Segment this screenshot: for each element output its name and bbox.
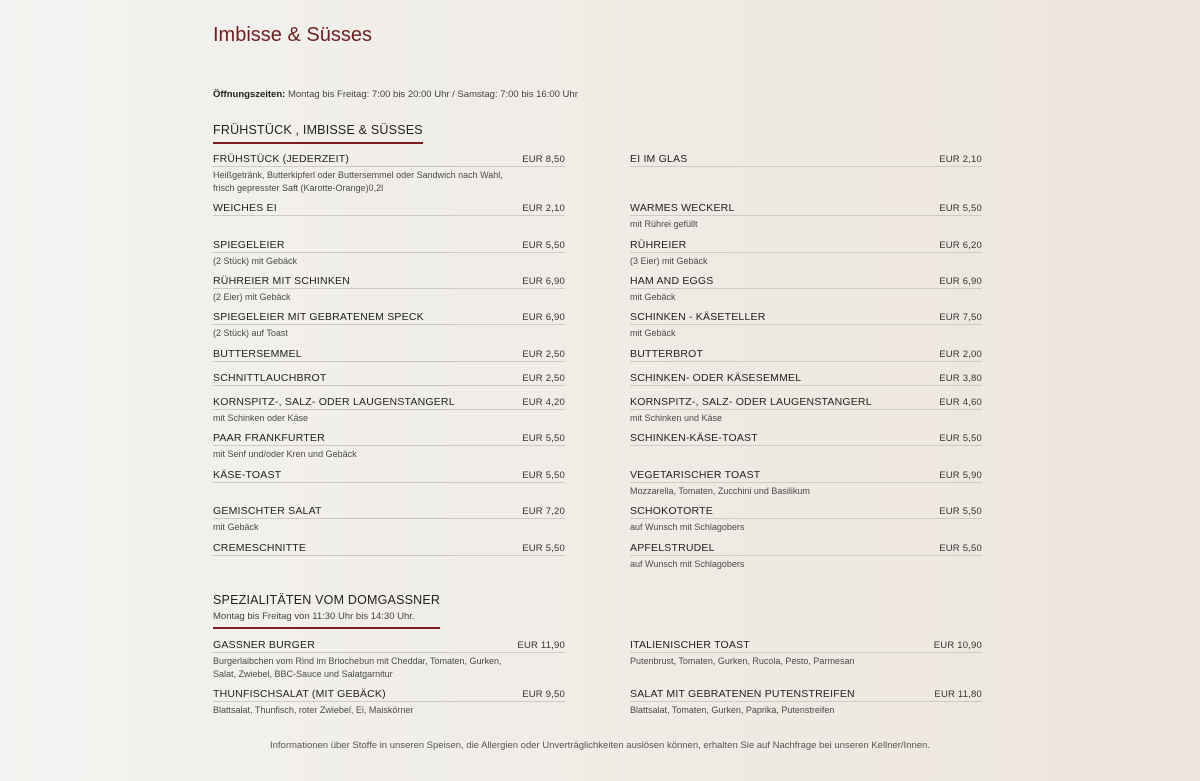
item-name: GEMISCHTER SALAT	[213, 505, 322, 517]
item-price: EUR 2,50	[522, 349, 565, 360]
item-description: (2 Stück) mit Gebäck	[213, 256, 298, 266]
menu-item	[213, 239, 565, 268]
menu-item	[213, 348, 565, 364]
item-name: SPIEGELEIER MIT GEBRATENEM SPECK	[213, 311, 424, 323]
item-price: EUR 4,60	[939, 397, 982, 408]
opening-hours	[213, 89, 578, 100]
item-name: THUNFISCHSALAT (MIT GEBÄCK)	[213, 688, 386, 700]
item-price: EUR 5,50	[939, 203, 982, 214]
item-price: EUR 8,50	[522, 154, 565, 165]
menu-item	[630, 505, 982, 534]
menu-item	[213, 311, 565, 340]
item-price: EUR 7,50	[939, 312, 982, 323]
menu-item	[630, 396, 982, 425]
menu-item	[213, 639, 565, 680]
item-description: mit Schinken und Käse	[630, 413, 723, 423]
menu-item	[213, 542, 565, 558]
item-price: EUR 6,90	[522, 312, 565, 323]
item-description: Burgerlaibchen vom Rind im Briochebun mit Cheddar, Tomaten, Gurken, Salat, Zwiebel, BBC-Sauce und Salatgarnitur	[213, 656, 502, 679]
item-price: EUR 10,90	[933, 640, 982, 651]
item-name: GASSNER BURGER	[213, 639, 315, 651]
item-description: Blattsalat, Tomaten, Gurken, Paprika, Putenstreifen	[630, 705, 835, 715]
menu-item	[630, 202, 982, 231]
opening-hours-text: Montag bis Freitag: 7:00 bis 20:00 Uhr / Samstag: 7:00 bis 16:00 Uhr	[285, 89, 578, 100]
item-description: auf Wunsch mit Schlagobers	[630, 522, 745, 532]
item-description: Blattsalat, Thunfisch, roter Zwiebel, Ei, Maiskörner	[213, 705, 414, 715]
item-description: (3 Eier) mit Gebäck	[630, 256, 708, 266]
item-description: Putenbrust, Tomaten, Gurken, Rucola, Pesto, Parmesan	[630, 656, 855, 666]
menu-item	[630, 348, 982, 364]
menu-item	[213, 153, 565, 194]
item-description: mit Rührei gefüllt	[630, 219, 698, 229]
item-name: EI IM GLAS	[630, 153, 688, 165]
section-subtitle: Montag bis Freitag von 11:30 Uhr bis 14:30 Uhr.	[213, 611, 415, 622]
opening-hours-label: Öffnungszeiten:	[213, 89, 286, 100]
item-name: ITALIENISCHER TOAST	[630, 639, 750, 651]
menu-item	[630, 469, 982, 498]
item-price: EUR 5,90	[939, 470, 982, 481]
item-description: Heißgetränk, Butterkipferl oder Buttersemmel oder Sandwich nach Wahl, frisch gepresster Saft (Karotte-Orange)0,2l	[213, 170, 503, 193]
menu-item	[213, 432, 565, 461]
item-price: EUR 2,10	[522, 203, 565, 214]
item-name: VEGETARISCHER TOAST	[630, 469, 761, 481]
item-price: EUR 2,50	[522, 373, 565, 384]
menu-item	[213, 202, 565, 218]
item-name: SCHINKEN- ODER KÄSESEMMEL	[630, 372, 802, 384]
item-name: SCHINKEN-KÄSE-TOAST	[630, 432, 758, 444]
menu-item	[630, 311, 982, 340]
item-name: PAAR FRANKFURTER	[213, 432, 325, 444]
page-title: Imbisse & Süsses	[213, 24, 372, 46]
item-price: EUR 3,80	[939, 373, 982, 384]
item-name: KORNSPITZ-, SALZ- ODER LAUGENSTANGERL	[630, 396, 872, 408]
menu-item	[630, 153, 982, 169]
item-price: EUR 5,50	[522, 240, 565, 251]
item-name: SCHOKOTORTE	[630, 505, 713, 517]
item-name: WARMES WECKERL	[630, 202, 735, 214]
section-title-breakfast-text: FRÜHSTÜCK , IMBISSE & SÜSSES	[213, 123, 423, 137]
menu-item	[630, 542, 982, 571]
item-name: KORNSPITZ-, SALZ- ODER LAUGENSTANGERL	[213, 396, 455, 408]
section-title-specialties	[213, 593, 440, 629]
item-price: EUR 5,50	[522, 433, 565, 444]
item-description: mit Gebäck	[630, 328, 676, 338]
item-name: SCHNITTLAUCHBROT	[213, 372, 327, 384]
item-price: EUR 2,10	[939, 154, 982, 165]
item-name: SALAT MIT GEBRATENEN PUTENSTREIFEN	[630, 688, 855, 700]
item-price: EUR 6,90	[522, 276, 565, 287]
item-name: FRÜHSTÜCK (JEDERZEIT)	[213, 153, 350, 165]
section-title-breakfast	[213, 123, 423, 144]
item-description: Mozzarella, Tomaten, Zucchini und Basilikum	[630, 486, 810, 496]
item-name: APFELSTRUDEL	[630, 542, 715, 554]
menu-item	[213, 688, 565, 717]
item-price: EUR 5,50	[939, 506, 982, 517]
item-price: EUR 11,90	[517, 640, 565, 651]
menu-item	[213, 505, 565, 534]
menu-item	[630, 432, 982, 448]
menu-item	[630, 688, 982, 717]
item-name: BUTTERSEMMEL	[213, 348, 302, 360]
item-description: mit Gebäck	[630, 292, 676, 302]
item-price: EUR 5,50	[522, 470, 565, 481]
menu-item	[630, 275, 982, 304]
item-price: EUR 6,20	[939, 240, 982, 251]
item-name: BUTTERBROT	[630, 348, 704, 360]
item-price: EUR 9,50	[522, 689, 565, 700]
item-description: mit Senf und/oder Kren und Gebäck	[213, 449, 357, 459]
allergen-notice: Informationen über Stoffe in unseren Speisen, die Allergien oder Unverträglichkeiten auslösen können, erhalten Sie auf Nachfrage bei unseren Kellner/Innen.	[270, 740, 930, 751]
section-title-specialties-text: SPEZIALITÄTEN VOM DOMGASSNER	[213, 593, 441, 607]
menu-item	[630, 239, 982, 268]
item-description: auf Wunsch mit Schlagobers	[630, 559, 745, 569]
menu-item	[630, 639, 982, 668]
item-price: EUR 5,50	[939, 433, 982, 444]
item-description: (2 Eier) mit Gebäck	[213, 292, 291, 302]
item-description: mit Gebäck	[213, 522, 259, 532]
menu-item	[213, 372, 565, 388]
item-price: EUR 6,90	[939, 276, 982, 287]
item-price: EUR 11,80	[934, 689, 982, 700]
item-name: HAM AND EGGS	[630, 275, 714, 287]
item-price: EUR 7,20	[522, 506, 565, 517]
menu-item	[213, 275, 565, 304]
item-price: EUR 4,20	[522, 397, 565, 408]
item-name: KÄSE-TOAST	[213, 469, 282, 481]
menu-item	[213, 469, 565, 485]
item-name: WEICHES EI	[213, 202, 277, 214]
menu-item	[630, 372, 982, 388]
item-price: EUR 2,00	[939, 349, 982, 360]
item-description: (2 Stück) auf Toast	[213, 328, 288, 338]
item-price: EUR 5,50	[939, 543, 982, 554]
item-price: EUR 5,50	[522, 543, 565, 554]
item-name: RÜHREIER	[630, 239, 687, 251]
menu-item	[213, 396, 565, 425]
item-name: SCHINKEN - KÄSETELLER	[630, 311, 766, 323]
item-name: CREMESCHNITTE	[213, 542, 307, 554]
item-description: mit Schinken oder Käse	[213, 413, 309, 423]
item-name: SPIEGELEIER	[213, 239, 285, 251]
item-name: RÜHREIER MIT SCHINKEN	[213, 275, 351, 287]
